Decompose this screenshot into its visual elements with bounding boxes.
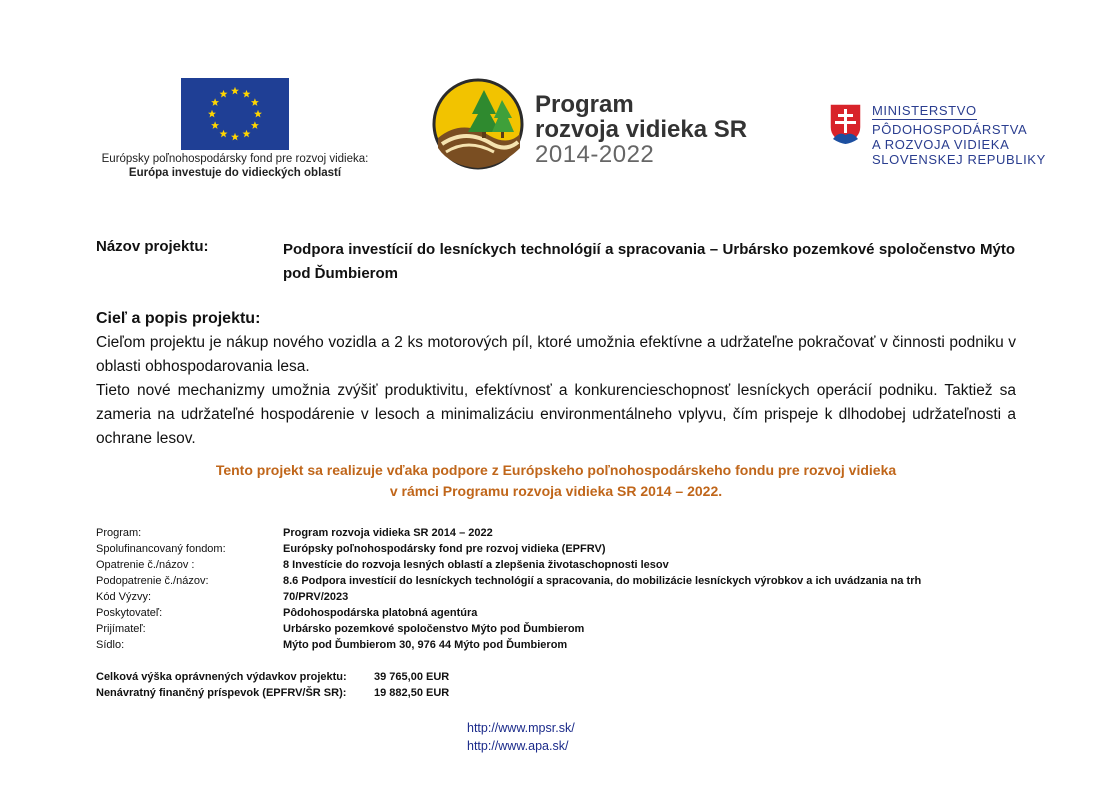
detail-value: Program rozvoja vidieka SR 2014 – 2022 xyxy=(283,527,493,539)
detail-row xyxy=(96,541,921,557)
prv-title-line1: Program xyxy=(535,91,634,118)
detail-row xyxy=(96,589,921,605)
detail-label: Sídlo: xyxy=(96,639,125,651)
apa-link[interactable]: http://www.apa.sk/ xyxy=(467,739,569,753)
total-value: 19 882,50 EUR xyxy=(374,687,450,699)
goal-description xyxy=(96,331,1016,451)
project-details-list xyxy=(96,525,921,653)
slovak-coat-of-arms-icon xyxy=(829,103,862,145)
detail-label: Prijímateľ: xyxy=(96,623,146,635)
project-name-label: Názov projektu: xyxy=(96,238,209,255)
eu-star-icon xyxy=(211,98,219,106)
ministry-line3: A ROZVOJA VIDIEKA xyxy=(872,137,1010,152)
eu-star-icon xyxy=(231,133,239,141)
ministry-logo-text xyxy=(872,103,1046,167)
eu-star-icon xyxy=(220,90,228,98)
eu-star-icon xyxy=(211,121,219,129)
detail-label: Kód Výzvy: xyxy=(96,591,152,603)
detail-label: Spolufinancovaný fondom: xyxy=(96,543,226,555)
eu-star-icon xyxy=(220,130,228,138)
detail-value: 8 Investície do rozvoja lesných oblastí a zlepšenia životaschopnosti lesov xyxy=(283,559,669,571)
total-label: Celková výška oprávnených výdavkov projektu: xyxy=(96,671,347,683)
detail-row xyxy=(96,573,921,589)
project-name-value: Podpora investícií do lesníckych technológií a spracovania – Urbársko pozemkové spoločenstvo Mýto pod Ďumbierom xyxy=(283,241,1015,282)
detail-label: Poskytovateľ: xyxy=(96,607,163,619)
detail-label: Podopatrenie č./názov: xyxy=(96,575,209,587)
eu-stars-icon xyxy=(181,78,289,150)
detail-value: Mýto pod Ďumbierom 30, 976 44 Mýto pod Ďumbierom xyxy=(283,639,568,651)
eu-caption-line2: Európa investuje do vidieckých oblastí xyxy=(128,167,342,179)
detail-value: Európsky poľnohospodársky fond pre rozvoj vidieka (EPFRV) xyxy=(283,543,606,555)
detail-row xyxy=(96,605,921,621)
total-row xyxy=(96,669,449,685)
eu-fund-caption xyxy=(60,152,410,180)
detail-row xyxy=(96,525,921,541)
eu-star-icon xyxy=(243,90,251,98)
eu-star-icon xyxy=(251,121,259,129)
mpsr-link[interactable]: http://www.mpsr.sk/ xyxy=(467,721,575,735)
total-row xyxy=(96,685,449,701)
project-totals xyxy=(96,669,449,701)
prv-title-line2: rozvoja vidieka SR xyxy=(535,116,748,143)
ministry-line2: PÔDOHOSPODÁRSTVA xyxy=(872,122,1028,137)
prv-years: 2014-2022 xyxy=(535,141,655,168)
eu-star-icon xyxy=(243,130,251,138)
eu-flag-logo xyxy=(181,78,289,150)
funding-notice-line2: v rámci Programu rozvoja vidieka SR 2014 – 2022. xyxy=(389,483,723,499)
total-label: Nenávratný finančný príspevok (EPFRV/ŠR SR): xyxy=(96,687,347,699)
eu-star-icon xyxy=(231,87,239,95)
detail-row xyxy=(96,637,921,653)
ministry-line4: SLOVENSKEJ REPUBLIKY xyxy=(872,152,1046,167)
detail-row xyxy=(96,557,921,573)
goal-heading: Cieľ a popis projektu: xyxy=(96,310,261,327)
detail-value: Urbársko pozemkové spoločenstvo Mýto pod Ďumbierom xyxy=(283,623,585,635)
eu-star-icon xyxy=(208,110,216,118)
funding-notice xyxy=(96,460,1016,502)
detail-row xyxy=(96,621,921,637)
total-value: 39 765,00 EUR xyxy=(374,671,450,683)
footer-links xyxy=(467,719,575,755)
prv-program-title xyxy=(535,92,747,142)
detail-value: Pôdohospodárska platobná agentúra xyxy=(283,607,478,619)
funding-notice-line1: Tento projekt sa realizuje vďaka podpore z Európskeho poľnohospodárskeho fondu pre rozvoj vidieka xyxy=(215,462,897,478)
detail-value: 8.6 Podpora investícií do lesníckych technológií a spracovania, do mobilizácie lesníckych výrobkov a ich uvádzania na trh xyxy=(283,575,922,587)
prv-emblem-logo xyxy=(432,78,524,170)
eu-caption-line1: Európsky poľnohospodársky fond pre rozvoj vidieka: xyxy=(101,153,369,165)
eu-star-icon xyxy=(254,110,262,118)
ministry-line1: MINISTERSTVO xyxy=(872,103,977,118)
goal-paragraph-1: Cieľom projektu je nákup nového vozidla a 2 ks motorových píl, ktoré umožnia efektívne a udržateľne pokračovať v činnosti podniku v oblasti obhospodarovania lesa. xyxy=(96,334,1016,375)
detail-label: Opatrenie č./názov : xyxy=(96,559,195,571)
detail-label: Program: xyxy=(96,527,142,539)
eu-star-icon xyxy=(251,98,259,106)
detail-value: 70/PRV/2023 xyxy=(283,591,349,603)
goal-paragraph-2: Tieto nové mechanizmy umožnia zvýšiť produktivitu, efektívnosť a konkurencieschopnosť lesníckych operácií podniku. Taktiež sa zameria na udržateľné hospodárenie v lesoch a minimalizáciu environmentálneho vplyvu, čím prispeje k dlhodobej udržateľnosti a ochrane lesov. xyxy=(96,382,1016,447)
